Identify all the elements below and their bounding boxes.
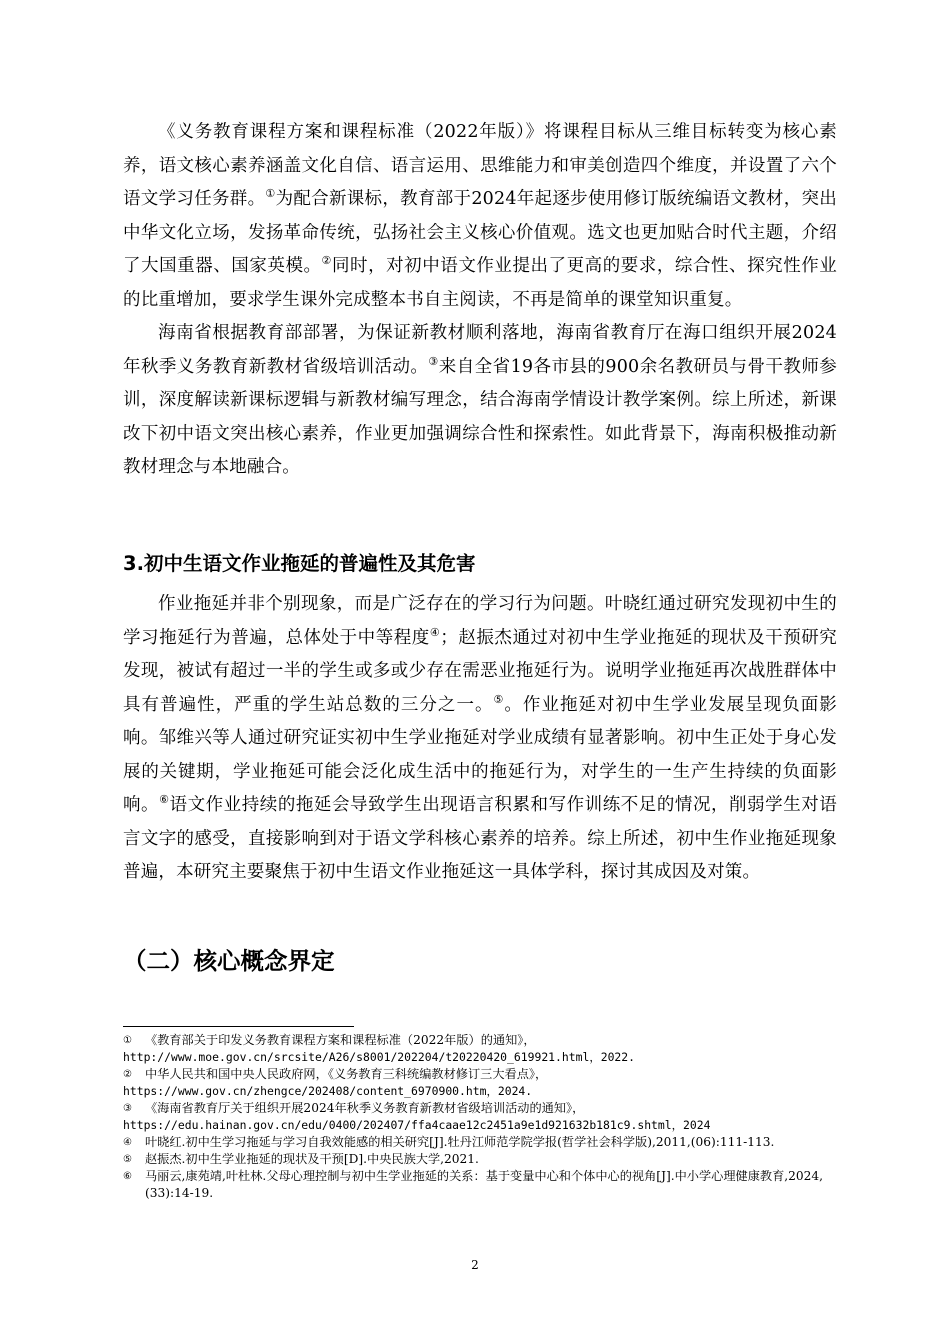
footnote-mark: ② <box>123 1069 132 1080</box>
footnote-text: 中华人民共和国中央人民政府网，《义务教育三科统编教材修订三大看点》， <box>145 1067 548 1081</box>
footnote-text: 叶晓红.初中生学习拖延与学习自我效能感的相关研究[J].牡丹江师范学院学报(哲学社会科学版),2011,(06):111-113. <box>145 1135 775 1149</box>
paragraph-curriculum-standard: 《义务教育课程方案和课程标准（2022年版）》将课程目标从三维目标转变为核心素养，语文核心素养涵盖文化自信、语言运用、思维能力和审美创造四个维度，并设置了六个语文学习任务群。①为配合新课标，教育部于2024年起逐步使用修订版统编语文教材，突出中华文化立场，发扬革命传统，弘扬社会主义核心价值观。选文也更加贴合时代主题，介绍了大国重器、国家英模。②同时，对初中语文作业提出了更高的要求，综合性、探究性作业的比重增加，要求学生课外完成整本书自主阅读，不再是简单的课堂知识重复。 <box>123 122 838 310</box>
footnote-ref-5[interactable]: ⑤ <box>493 692 505 706</box>
page-number: 2 <box>471 1258 479 1272</box>
paragraph-procrastination: 作业拖延并非个别现象，而是广泛存在的学习行为问题。叶晓红通过研究发现初中生的学习拖延行为普遍，总体处于中等程度④；赵振杰通过对初中生学业拖延的现状及干预研究发现，被试有超过一半的学生或多或少存在需恶业拖延行为。说明学业拖延再次战胜群体中具有普遍性，严重的学生站总数的三分之一。⑤。作业拖延对初中生学业发展呈现负面影响。邹维兴等人通过研究证实初中生学业拖延对学业成绩有显著影响。初中生正处于身心发展的关键期，学业拖延可能会泛化成生活中的拖延行为，对学生的一生产生持续的负面影响。⑥语文作业持续的拖延会导致学生出现语言积累和写作训练不足的情况，削弱学生对语言文字的感受，直接影响到对于语文学科核心素养的培养。综上所述，初中生作业拖延现象普遍，本研究主要聚焦于初中生语文作业拖延这一具体学科，探讨其成因及对策。 <box>123 594 838 882</box>
footnote-mark: ④ <box>123 1137 132 1148</box>
footnote-6 <box>123 1168 837 1202</box>
footnotes <box>123 1032 837 1202</box>
footnote-separator <box>123 1026 354 1027</box>
section-heading-3: 3.初中生语文作业拖延的普遍性及其危害 <box>123 552 476 575</box>
footnote-ref-3[interactable]: ③ <box>428 354 439 368</box>
footnote-5 <box>123 1151 837 1168</box>
footnote-2 <box>123 1066 837 1083</box>
footnote-text: 赵振杰.初中生学业拖延的现状及干预[D].中央民族大学,2021. <box>145 1152 479 1166</box>
footnote-3-url[interactable]: https://edu.hainan.gov.cn/edu/0400/202407/ffa4caae12c2451a9e1d921632b181c9.shtml，2024 <box>123 1118 711 1132</box>
footnote-3 <box>123 1100 837 1117</box>
footnote-4 <box>123 1134 837 1151</box>
footnote-ref-2[interactable]: ② <box>321 254 332 268</box>
body-text-upper <box>123 116 837 485</box>
footnote-mark: ① <box>123 1035 132 1046</box>
footnote-2-url[interactable]: https://www.gov.cn/zhengce/202408/content_6970900.htm，2024. <box>123 1084 533 1098</box>
footnote-mark: ③ <box>123 1103 132 1114</box>
body-text-lower <box>123 588 837 890</box>
footnote-ref-4[interactable]: ④ <box>429 625 441 639</box>
footnote-mark: ⑥ <box>123 1171 132 1182</box>
footnote-1-url[interactable]: http://www.moe.gov.cn/srcsite/A26/s8001/202204/t20220420_619921.html，2022. <box>123 1050 636 1064</box>
footnote-text: 《教育部关于印发义务教育课程方案和课程标准（2022年版）的通知》， <box>145 1033 536 1047</box>
footnote-ref-1[interactable]: ① <box>265 187 276 201</box>
footnote-text: 马丽云,康苑靖,叶杜林.父母心理控制与初中生学业拖延的关系：基于变量中心和个体中心的视角[J].中小学心理健康教育,2024,(33):14-19. <box>145 1169 824 1200</box>
footnote-mark: ⑤ <box>123 1154 132 1165</box>
footnote-text: 《海南省教育厅关于组织开展2024年秋季义务教育新教材省级培训活动的通知》， <box>145 1101 585 1115</box>
footnote-1 <box>123 1032 837 1049</box>
section-heading-core-concepts: （二）核心概念界定 <box>123 947 335 975</box>
footnote-ref-6[interactable]: ⑥ <box>159 793 170 807</box>
paragraph-hainan-training: 海南省根据教育部部署，为保证新教材顺利落地，海南省教育厅在海口组织开展2024年秋季义务教育新教材省级培训活动。③来自全省19各市县的900余名教研员与骨干教师参训，深度解读新课标逻辑与新教材编写理念，结合海南学情设计教学案例。综上所述，新课改下初中语文突出核心素养，作业更加强调综合性和探索性。如此背景下，海南积极推动新教材理念与本地融合。 <box>123 323 837 477</box>
